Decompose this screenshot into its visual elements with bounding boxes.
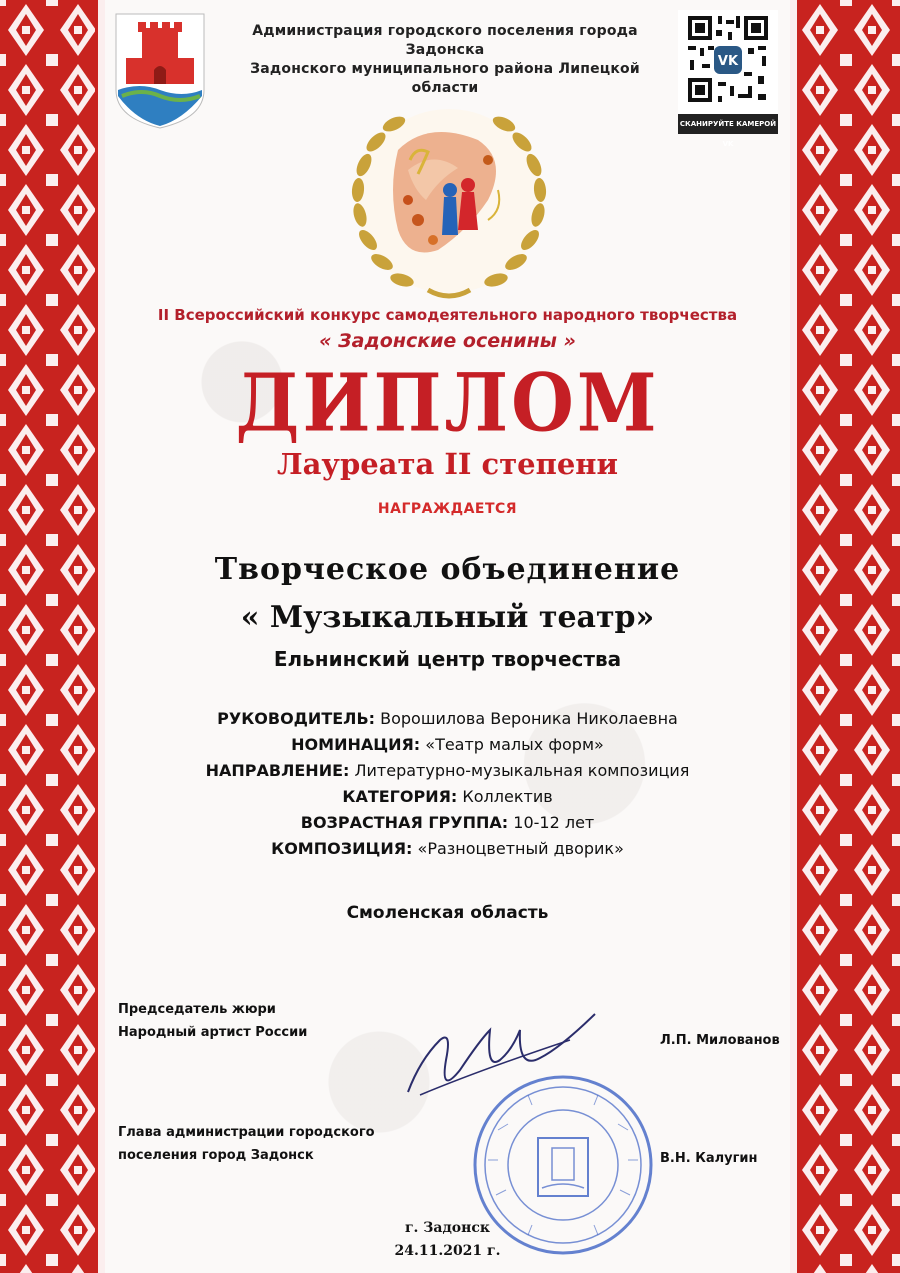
admin-line-1: Администрация городского поселения города Задонска [252,23,638,58]
qr-caption: СКАНИРУЙТЕ КАМЕРОЙ VK [678,114,778,134]
detail-row-direction [105,758,790,784]
detail-row-composition [105,836,790,862]
detail-value: Литературно-музыкальная композиция [349,761,690,780]
details-list [105,706,790,862]
detail-value: 10-12 лет [508,813,595,832]
left-ornament-border [0,0,105,1273]
detail-value: Ворошилова Вероника Николаевна [375,709,678,728]
head-admin-role [118,1121,375,1167]
region: Смоленская область [346,903,549,923]
jury-chair-role [118,998,307,1044]
administration-header [225,22,665,98]
detail-label: РУКОВОДИТЕЛЬ: [217,709,376,728]
footer-date: 24.11.2021 г. [394,1243,501,1259]
detail-value: Коллектив [457,787,553,806]
detail-label: КОМПОЗИЦИЯ: [271,839,413,858]
contest-name: « Задонские осенины » [319,330,576,352]
head-role-line-2: поселения город Задонск [118,1148,314,1163]
awarded-label: НАГРАЖДАЕТСЯ [377,501,518,517]
detail-label: НАПРАВЛЕНИЕ: [205,761,350,780]
jury-role-line-1: Председатель жюри [118,1002,276,1017]
detail-row-category [105,784,790,810]
jury-role-line-2: Народный артист России [118,1025,308,1040]
recipient-line-3: Ельнинский центр творчества [273,647,622,671]
recipient-line-2: « Музыкальный театр» [240,600,655,635]
svg-text:VK: VK [717,54,739,69]
diploma-title: ДИПЛОМ [235,355,660,450]
detail-row-age-group [105,810,790,836]
detail-row-leader [105,706,790,732]
festival-emblem-icon [338,90,560,312]
detail-value: «Театр малых форм» [420,735,604,754]
detail-label: НОМИНАЦИЯ: [291,735,421,754]
detail-label: ВОЗРАСТНАЯ ГРУППА: [300,813,509,832]
detail-row-nomination [105,732,790,758]
footer-place: г. Задонск [404,1220,491,1236]
jury-chair-name: Л.П. Милованов [660,1033,780,1048]
admin-line-2: Задонского муниципального района Липецкой области [250,61,640,96]
head-admin-name: В.Н. Калугин [660,1151,758,1166]
head-role-line-1: Глава администрации городского [118,1125,375,1140]
laureate-degree: Лауреата II степени [276,447,619,481]
detail-label: КАТЕГОРИЯ: [342,787,458,806]
contest-title: II Всероссийский конкурс самодеятельного народного творчества [157,306,738,324]
detail-value: «Разноцветный дворик» [412,839,624,858]
city-crest-icon [112,10,208,130]
recipient-line-1: Творческое объединение [214,552,681,587]
right-ornament-border [790,0,900,1273]
qr-code-icon [678,10,778,114]
